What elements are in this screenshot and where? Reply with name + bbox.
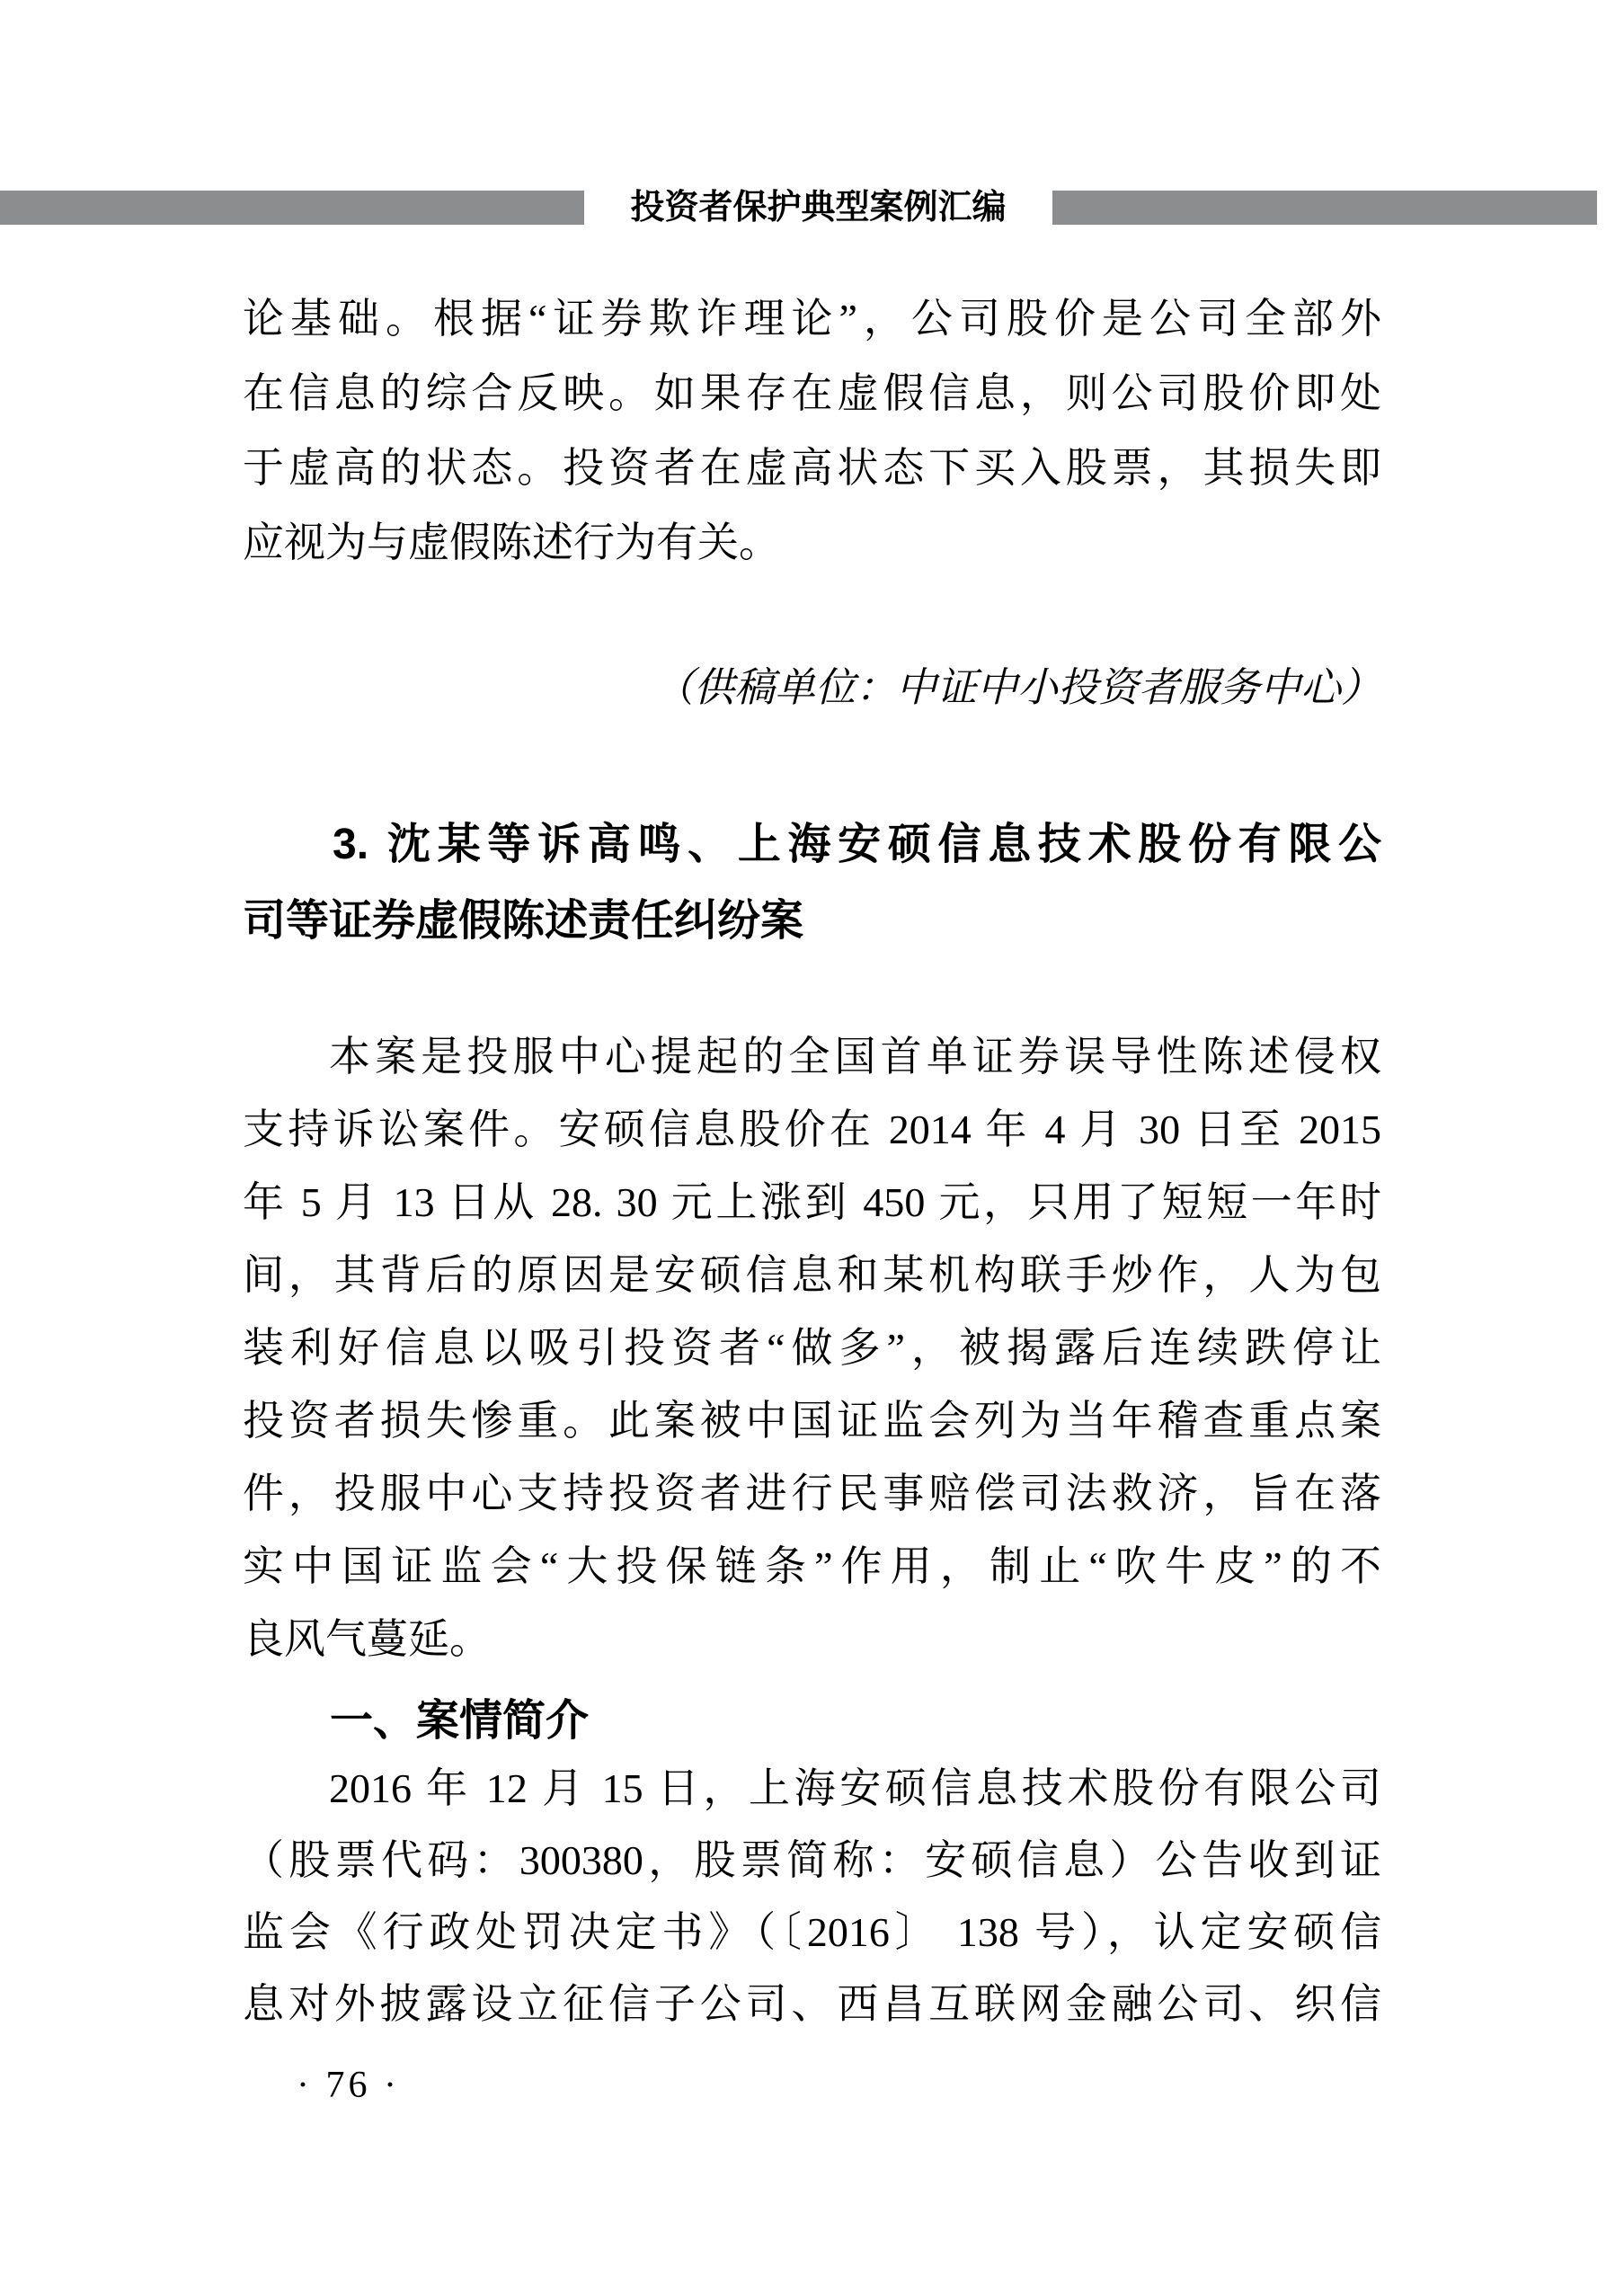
text-line: 息对外披露设立征信子公司、西昌互联网金融公司、织信 [243,1981,1381,2027]
text-line: 支持诉讼案件。安硕信息股价在 2014 年 4 月 30 日至 2015 [243,1107,1381,1152]
text-line: 论基础。根据“证券欺诈理论”，公司股价是公司全部外 [243,296,1381,342]
subsection-heading: 一、案情简介 [330,1697,590,1745]
text-line: 2016 年 12 月 15 日，上海安硕信息技术股份有限公司 [329,1765,1381,1811]
text-line: 于虚高的状态。投资者在虚高状态下买入股票，其损失即 [243,445,1381,491]
text-line: 应视为与虚假陈述行为有关。 [243,520,780,565]
case-heading-line: 3. 沈某等诉高鸣、上海安硕信息技术股份有限公 [333,821,1381,868]
text-line: 件，投服中心支持投资者进行民事赔偿司法救济，旨在落 [243,1471,1381,1516]
text-line: 本案是投服中心提起的全国首单证券误导性陈述侵权 [329,1034,1381,1080]
body-paragraph-2 [243,1020,1381,1675]
case-heading [243,806,1381,959]
text-line: 良风气蔓延。 [243,1616,491,1662]
text-line: 在信息的综合反映。如果存在虚假信息，则公司股价即处 [243,370,1381,416]
case-heading-line: 司等证券虚假陈述责任纠纷案 [243,897,804,945]
attribution-line: （供稿单位：中证中小投资者服务中心） [652,665,1381,710]
text-line: 投资者损失惨重。此案被中国证监会列为当年稽查重点案 [243,1398,1381,1444]
text-line: 装利好信息以吸引投资者“做多”，被揭露后连续跌停让 [243,1325,1381,1371]
text-line: 监会《行政处罚决定书》（〔2016〕 138 号），认定安硕信 [243,1909,1381,1955]
text-line: 实中国证监会“大投保链条”作用，制止“吹牛皮”的不 [243,1543,1381,1589]
body-paragraph-1 [243,281,1381,580]
text-line: （股票代码：300380，股票简称：安硕信息）公告收到证 [243,1837,1381,1883]
body-paragraph-3 [243,1753,1381,2040]
text-line: 年 5 月 13 日从 28. 30 元上涨到 450 元，只用了短短一年时 [243,1179,1381,1225]
page-number: · 76 · [297,2065,400,2106]
running-head-bar-right [1052,191,1597,225]
running-head-bar-left [0,191,584,225]
text-line: 间，其背后的原因是安硕信息和某机构联手炒作，人为包 [243,1252,1381,1298]
running-head-title: 投资者保护典型案例汇编 [630,189,1007,227]
